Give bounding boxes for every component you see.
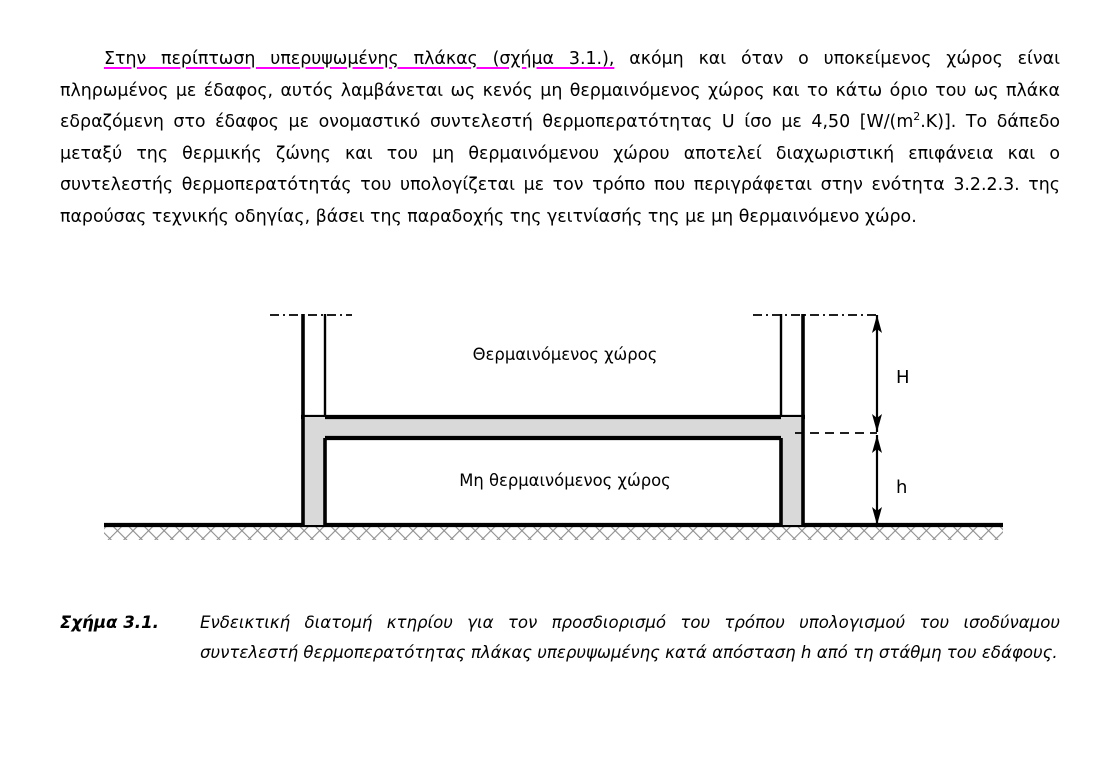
elevated-slab xyxy=(301,417,805,438)
label-unheated-space: Μη θερμαινόμενος χώρος xyxy=(459,471,671,490)
superscript-exponent: 2 xyxy=(913,110,921,124)
dimension-h xyxy=(872,435,882,525)
label-dimension-h: h xyxy=(896,477,908,498)
underlined-lead-sentence: Στην περίπτωση υπερυψωμένης πλάκας (σχήμα 3.1.), xyxy=(104,49,615,69)
figure-caption xyxy=(60,608,1060,668)
label-dimension-H: H xyxy=(896,367,910,388)
caption-label: Σχήμα 3.1. xyxy=(60,613,159,632)
paragraph-segment-2: .K)]. Το δάπεδο μεταξύ της θερμικής ζώνης και του μη θερμαινόμενου χώρου αποτελεί διαχωριστική επιφάνεια και ο συντελεστής θερμοπερατότητάς του υπολογίζεται με τον τρόπο που περιγράφεται στην ενότητα 3.2.2.3. της παρούσας τεχνικής οδηγίας, βάσει της παραδοχής της γειτνίασής της με μη θερμαινόμενο χώρο. xyxy=(60,112,1060,227)
paragraph-segment-1: ακόμη και όταν ο υποκείμενος χώρος είναι πληρωμένος με έδαφος, αυτός λαμβάνεται ως κενός μη θερμαινόμενος χώρος και το κάτω όριο του ως πλάκα εδραζόμενη στο έδαφος με ονομαστικό συντελεστή θερμοπερατότητας U ίσο με 4,50 [W/(m xyxy=(60,49,1060,132)
left-wall-lower xyxy=(303,417,325,526)
caption-text: Ενδεικτική διατομή κτηρίου για τον προσδιορισμό του τρόπου υπολογισμού του ισοδύναμου συντελεστή θερμοπερατότητας πλάκας υπερυψωμένης κατά απόσταση h από τη στάθμη του εδάφους. xyxy=(200,613,1060,662)
right-wall-upper xyxy=(781,314,803,417)
body-paragraph xyxy=(60,44,1060,233)
left-wall-upper xyxy=(303,314,325,417)
figure-building-section xyxy=(0,296,1100,556)
dimension-H xyxy=(872,315,882,432)
ground-hatch-band xyxy=(104,526,1003,540)
label-heated-space: Θερμαινόμενος χώρος xyxy=(472,345,658,364)
